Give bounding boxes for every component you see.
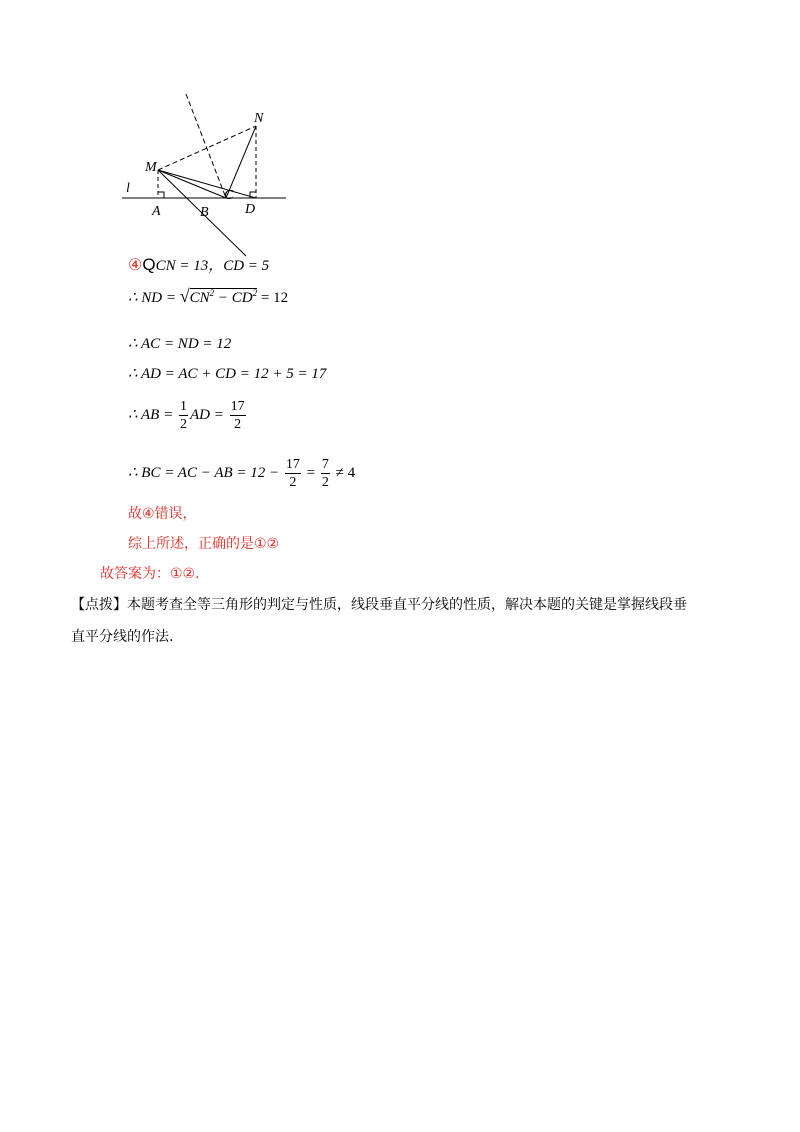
fraction-7-2: $\frac{7}{2}$ bbox=[321, 457, 329, 490]
nd-result: = 12 bbox=[257, 290, 289, 306]
tip-line-1: 【点拨】本题考查全等三角形的判定与性质，线段垂直平分线的性质，解决本题的关键是掌握线段垂 bbox=[71, 597, 687, 613]
geometry-figure bbox=[118, 88, 298, 263]
fraction-17-2-b: $\frac{17}{2}$ bbox=[285, 457, 300, 490]
dashed-perpendicular-bisector bbox=[186, 94, 226, 198]
label-c: C bbox=[224, 188, 234, 203]
equals: = bbox=[302, 464, 319, 481]
segment-mc bbox=[158, 170, 226, 198]
math-line-5 bbox=[128, 398, 248, 433]
wrong-statement: 故④错误， bbox=[128, 506, 197, 522]
label-n: N bbox=[254, 111, 264, 126]
label-b: B bbox=[200, 205, 209, 220]
math-line-6 bbox=[128, 456, 355, 491]
label-m: M bbox=[145, 160, 157, 175]
nd-prefix: ∴ ND = bbox=[128, 290, 180, 306]
math-line-1 bbox=[128, 254, 269, 275]
marker-4: ④ bbox=[128, 257, 143, 274]
fraction-half: $\frac{1}{2}$ bbox=[179, 399, 187, 432]
answer-statement: 故答案为：①②. bbox=[100, 566, 200, 582]
ab-prefix: ∴ AB = bbox=[128, 406, 177, 423]
sqrt-expression: $CN^2 - CD^2$ bbox=[189, 288, 258, 306]
bc-prefix: ∴ BC = AC − AB = 12 − bbox=[128, 464, 283, 481]
right-angle-a bbox=[158, 192, 164, 198]
because-symbol: Q bbox=[142, 255, 156, 274]
label-l: l bbox=[126, 181, 130, 196]
fraction-17-2: $\frac{17}{2}$ bbox=[230, 399, 245, 432]
not-equal-four: ≠ 4 bbox=[331, 464, 356, 481]
math-line-2: ∴ ND = $√CN^2 - CD^2 = 12$ bbox=[128, 286, 289, 306]
tip-line-2: 直平分线的作法. bbox=[71, 629, 174, 645]
math-line-4: ∴ AD = AC + CD = 12 + 5 = 17 bbox=[128, 366, 327, 382]
summary-statement: 综上所述，正确的是①② bbox=[128, 536, 280, 552]
label-a: A bbox=[152, 204, 161, 219]
math-line-3: ∴ AC = ND = 12 bbox=[128, 336, 232, 352]
cn-equation: CN = 13， bbox=[155, 258, 224, 274]
cd-equation: CD = 5 bbox=[223, 258, 270, 274]
ad-mid: AD = bbox=[189, 406, 228, 423]
label-d: D bbox=[245, 202, 256, 217]
